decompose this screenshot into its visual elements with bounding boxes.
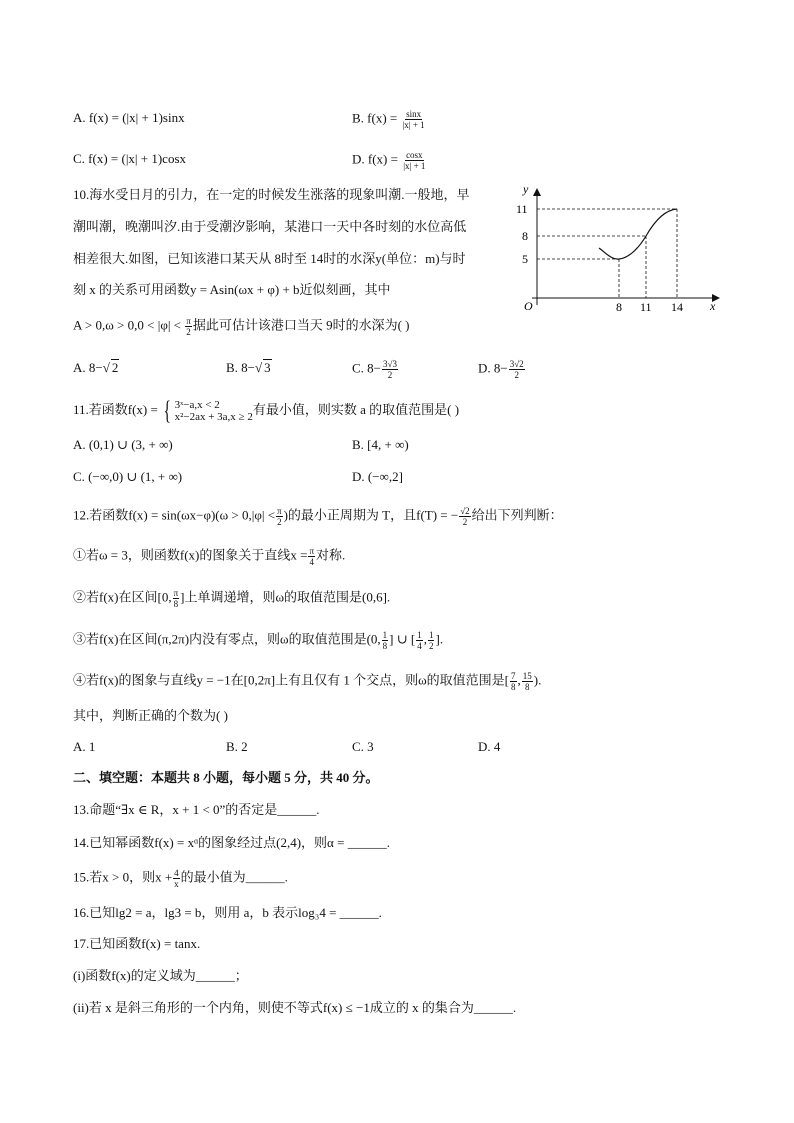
q9-option-d-prefix: D. f(x) = <box>352 151 398 167</box>
q15-num: 4 <box>174 868 179 878</box>
q12-suffix: 给出下列判断： <box>471 507 563 523</box>
q11-option-c: C. (−∞,0) ∪ (1, + ∞) <box>73 469 183 484</box>
q9-option-d-fraction <box>402 150 426 171</box>
q15-text <box>73 868 288 889</box>
q12-s3-d2: 4 <box>417 641 422 651</box>
q10-line-5 <box>73 316 409 337</box>
q10-c-num: 3√3 <box>383 359 397 369</box>
q9-option-b <box>352 109 427 130</box>
q10-b-radicand: 3 <box>264 360 271 375</box>
x-tick-14: 14 <box>671 300 683 314</box>
y-tick-11: 11 <box>516 202 528 216</box>
q10-d-den: 2 <box>514 370 519 380</box>
q12-summary: 其中，判断正确的个数为( ) <box>73 708 228 723</box>
q10-line-5-suffix: 据此可估计该港口当天 9时的水深为( ) <box>192 317 410 333</box>
q12-option-d: D. 4 <box>478 739 501 754</box>
q9-option-b-fraction <box>402 109 426 130</box>
graph-origin: O <box>524 299 533 313</box>
q15-suffix: 的最小值为______. <box>180 869 288 885</box>
q12-s2-num: π <box>173 588 179 598</box>
q10-water-depth-graph <box>512 180 727 315</box>
q14-text: 14.已知幂函数f(x) = xᵅ的图象经过点(2,4)，则α = ______. <box>73 835 390 850</box>
q12-frac-den: 2 <box>277 517 282 527</box>
q12-s2-den: 8 <box>173 599 179 609</box>
q12-statement-4 <box>73 671 541 692</box>
q10-a-radicand: 2 <box>111 360 119 375</box>
q12-prefix: 12.若函数f(x) = sin(ωx−φ)(ω > 0,|φ| < <box>73 507 276 523</box>
q11-option-a: A. (0,1) ∪ (3, + ∞) <box>73 437 173 452</box>
q10-c-den: 2 <box>387 370 393 380</box>
q10-option-d <box>478 359 526 380</box>
q12-s4-d2: 8 <box>525 682 530 692</box>
q10-d-num: 3√2 <box>509 359 524 369</box>
q9-d-denominator: |x| + 1 <box>403 161 426 171</box>
q12-s4-d1: 8 <box>511 682 516 692</box>
q11-option-d: D. (−∞,2] <box>352 469 403 484</box>
q12-s3-n3: 1 <box>428 630 434 640</box>
section-2-heading: 二、填空题：本题共 8 小题，每小题 5 分，共 40 分。 <box>73 770 379 785</box>
q12-middle: )的最小正周期为 T，且f(T) = − <box>283 507 459 523</box>
q10-c-prefix: C. 8− <box>352 360 382 376</box>
q10-line-4: 刻 x 的关系可用函数y = Asin(ωx + φ) + b近似刻画，其中 <box>73 282 391 297</box>
q12-statement-1 <box>73 546 345 567</box>
q12-value-fraction <box>459 506 470 527</box>
q12-s2-prefix: ②若f(x)在区间[0, <box>73 589 172 605</box>
q9-b-numerator: sinx <box>406 109 422 119</box>
q12-s3-frac-2 <box>416 630 423 651</box>
q10-d-fraction <box>509 359 525 380</box>
q12-s4-n2: 15 <box>522 671 532 681</box>
q15-fraction <box>173 868 180 889</box>
q10-frac-den: 2 <box>186 327 191 337</box>
q12-s3-n1: 1 <box>382 630 388 640</box>
q12-statement-3 <box>73 630 443 651</box>
q10-b-prefix: B. 8− <box>226 360 256 375</box>
sqrt-symbol: √ <box>255 360 263 375</box>
q10-pi-over-2 <box>185 316 192 337</box>
q10-frac-num: π <box>186 316 191 326</box>
q10-line-5-prefix: A > 0,ω > 0,0 < |φ| < <box>73 317 182 333</box>
q12-val-den: 2 <box>462 517 468 527</box>
q12-s4-prefix: ④若f(x)的图象与直线y = −1在[0,2π]上有且仅有 1 个交点，则ω的取值范围是[ <box>73 672 510 688</box>
q9-option-d <box>352 150 427 171</box>
sqrt-symbol: √ <box>102 360 110 375</box>
y-tick-8: 8 <box>522 229 528 243</box>
q12-statement-2 <box>73 588 390 609</box>
q12-s3-suffix: ]. <box>435 631 444 647</box>
q12-s2-fraction <box>173 588 180 609</box>
q10-option-b <box>226 359 272 377</box>
q12-val-num: √2 <box>460 506 470 516</box>
q12-pi-over-2 <box>276 506 283 527</box>
q10-c-fraction <box>382 359 398 380</box>
q12-s4-n1: 7 <box>511 671 516 681</box>
q9-option-b-prefix: B. f(x) = <box>352 110 398 126</box>
q9-option-a: A. f(x) = (|x| + 1)sinx <box>73 110 185 125</box>
q12-s1-fraction <box>308 546 315 567</box>
q17-stem: 17.已知函数f(x) = tanx. <box>73 936 201 951</box>
q11-piecewise <box>161 398 253 424</box>
q12-s1-suffix: 对称. <box>316 547 346 563</box>
q12-option-a: A. 1 <box>73 739 96 754</box>
q12-s3-n2: 1 <box>417 630 422 640</box>
q9-option-c: C. f(x) = (|x| + 1)cosx <box>73 151 187 166</box>
q12-s3-union: ] ∪ [ <box>389 631 416 647</box>
q11-case-1: 3ˣ−a,x < 2 <box>174 399 220 411</box>
q12-s1-den: 4 <box>309 557 314 567</box>
q12-s2-suffix: ]上单调递增，则ω的取值范围是(0,6]. <box>180 589 391 605</box>
depth-curve <box>599 209 677 259</box>
q17-part-2: (ii)若 x 是斜三角形的一个内角，则使不等式f(x) ≤ −1成立的 x 的集合为______. <box>73 1000 517 1015</box>
q9-b-denominator: |x| + 1 <box>402 120 425 130</box>
q13-text: 13.命题“∃x ∈ R，x + 1 < 0”的否定是______. <box>73 802 320 817</box>
q12-s1-num: π <box>309 546 315 556</box>
q11-prefix: 11.若函数f(x) = <box>73 401 158 417</box>
q12-s1-prefix: ①若ω = 3，则函数f(x)的图象关于直线x = <box>73 547 308 563</box>
q12-s4-frac-1 <box>510 671 517 692</box>
q11-suffix: 有最小值，则实数 a 的取值范围是( ) <box>252 401 460 417</box>
brace-symbol: { <box>163 396 172 425</box>
x-tick-11: 11 <box>640 300 652 314</box>
q12-option-c: C. 3 <box>352 739 374 754</box>
q12-s4-frac-2 <box>522 671 533 692</box>
q11-case-2: x²−2ax + 3a,x ≥ 2 <box>174 411 253 423</box>
q12-s3-frac-3 <box>428 630 435 651</box>
q12-s3-d1: 8 <box>382 641 388 651</box>
q12-frac-num: π <box>277 506 282 516</box>
y-tick-5: 5 <box>522 252 528 266</box>
q15-prefix: 15.若x > 0，则x + <box>73 869 173 885</box>
q12-s4-comma: , <box>517 672 521 688</box>
q9-d-numerator: cosx <box>406 150 423 160</box>
q12-s3-d3: 2 <box>428 641 434 651</box>
graph-x-label: x <box>710 299 716 313</box>
q12-s4-suffix: ). <box>533 672 542 688</box>
q11-option-b: B. [4, + ∞) <box>352 437 409 452</box>
q12-s3-frac-1 <box>382 630 389 651</box>
q10-line-2: 潮叫潮，晚潮叫汐.由于受潮汐影响，某港口一天中各时刻的水位高低 <box>73 219 467 234</box>
q12-s3-comma: , <box>423 631 427 647</box>
x-tick-8: 8 <box>616 300 622 314</box>
q11-stem <box>73 398 459 424</box>
q10-option-a <box>73 359 119 377</box>
q12-option-b: B. 2 <box>226 739 248 754</box>
q17-part-1: (i)函数f(x)的定义域为______； <box>73 968 248 983</box>
q10-a-prefix: A. 8− <box>73 360 103 375</box>
q15-den: x <box>174 879 179 889</box>
q16-text: 16.已知lg2 = a，lg3 = b，则用 a，b 表示log₃4 = ______. <box>73 905 382 920</box>
graph-y-label: y <box>523 182 529 196</box>
q12-stem <box>73 506 563 527</box>
q10-d-prefix: D. 8− <box>478 360 508 376</box>
q10-line-1: 10.海水受日月的引力，在一定的时候发生涨落的现象叫潮.一般地，早 <box>73 187 470 202</box>
q10-line-3: 相差很大.如图，已知该港口某天从 8时至 14时的水深y(单位：m)与时 <box>73 251 466 266</box>
q10-option-c <box>352 359 399 380</box>
q12-s3-prefix: ③若f(x)在区间(π,2π)内没有零点，则ω的取值范围是(0, <box>73 631 381 647</box>
